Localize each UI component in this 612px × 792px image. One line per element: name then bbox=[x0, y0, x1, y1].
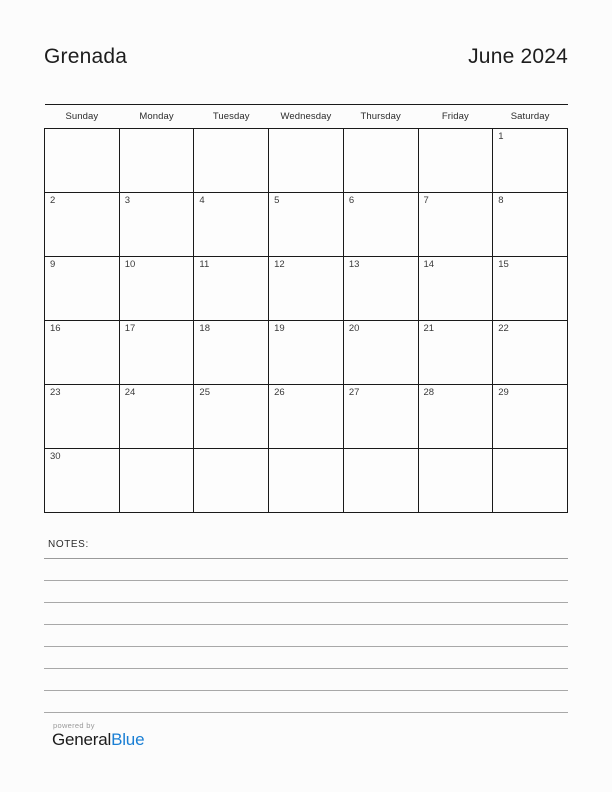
note-line[interactable] bbox=[44, 669, 568, 691]
day-number: 9 bbox=[50, 259, 56, 270]
notes-section bbox=[44, 539, 568, 713]
day-number: 16 bbox=[50, 323, 61, 334]
day-number: 4 bbox=[199, 195, 205, 206]
notes-label: NOTES: bbox=[48, 539, 89, 550]
note-line[interactable] bbox=[44, 647, 568, 669]
note-line[interactable] bbox=[44, 691, 568, 713]
calendar-day-cell[interactable] bbox=[119, 321, 194, 385]
calendar-week-row bbox=[45, 257, 568, 321]
weekday-header-tuesday: Tuesday bbox=[194, 105, 269, 129]
calendar-day-cell-empty[interactable] bbox=[343, 449, 418, 513]
calendar-day-cell[interactable] bbox=[343, 321, 418, 385]
calendar-day-cell[interactable] bbox=[343, 257, 418, 321]
notes-lines bbox=[44, 554, 568, 713]
calendar-week-row bbox=[45, 321, 568, 385]
day-number: 30 bbox=[50, 451, 61, 462]
calendar-grid bbox=[44, 104, 568, 513]
calendar-day-cell[interactable] bbox=[119, 385, 194, 449]
calendar-day-cell-empty[interactable] bbox=[119, 449, 194, 513]
day-number: 6 bbox=[348, 195, 355, 206]
day-number: 26 bbox=[274, 387, 285, 398]
calendar-day-cell-empty[interactable] bbox=[418, 449, 493, 513]
country-title: Grenada bbox=[44, 45, 128, 68]
calendar-day-cell-empty[interactable] bbox=[418, 129, 493, 193]
calendar-day-cell-empty[interactable] bbox=[194, 449, 269, 513]
day-number: 29 bbox=[498, 387, 509, 398]
calendar-day-cell[interactable] bbox=[269, 385, 344, 449]
day-number: 13 bbox=[348, 259, 360, 270]
calendar-day-cell-empty[interactable] bbox=[119, 129, 194, 193]
calendar-day-cell-empty[interactable] bbox=[269, 449, 344, 513]
powered-by-label: powered by bbox=[53, 721, 95, 731]
calendar-day-cell[interactable] bbox=[45, 449, 120, 513]
day-number: 12 bbox=[274, 259, 285, 270]
note-line[interactable] bbox=[44, 581, 568, 603]
calendar-day-cell[interactable] bbox=[194, 385, 269, 449]
day-number: 21 bbox=[423, 323, 435, 334]
weekday-header-sunday: Sunday bbox=[45, 105, 120, 129]
calendar-day-cell[interactable] bbox=[269, 257, 344, 321]
day-number: 23 bbox=[50, 387, 61, 398]
note-line[interactable] bbox=[44, 625, 568, 647]
day-number: 1 bbox=[498, 131, 504, 142]
calendar-day-cell[interactable] bbox=[119, 257, 194, 321]
note-line[interactable] bbox=[44, 603, 568, 625]
calendar-day-cell[interactable] bbox=[119, 193, 194, 257]
page-header bbox=[44, 0, 568, 92]
calendar-week-row bbox=[45, 129, 568, 193]
weekday-header-thursday: Thursday bbox=[343, 105, 418, 129]
calendar-day-cell[interactable] bbox=[493, 257, 568, 321]
day-number: 18 bbox=[199, 323, 210, 334]
weekday-header-wednesday: Wednesday bbox=[269, 105, 344, 129]
day-number: 3 bbox=[124, 195, 130, 206]
weekday-header-saturday: Saturday bbox=[493, 105, 568, 129]
calendar-day-cell[interactable] bbox=[493, 385, 568, 449]
day-number: 2 bbox=[50, 195, 56, 206]
day-number: 25 bbox=[199, 387, 210, 398]
calendar-day-cell[interactable] bbox=[194, 257, 269, 321]
calendar-day-cell[interactable] bbox=[418, 257, 493, 321]
day-number: 20 bbox=[348, 323, 360, 334]
calendar-day-cell[interactable] bbox=[493, 129, 568, 193]
calendar-week-row bbox=[45, 449, 568, 513]
calendar-week-row bbox=[45, 193, 568, 257]
calendar-day-cell[interactable] bbox=[418, 385, 493, 449]
calendar-day-cell[interactable] bbox=[493, 193, 568, 257]
calendar-day-cell[interactable] bbox=[343, 385, 418, 449]
day-number: 17 bbox=[124, 323, 136, 334]
calendar-day-cell[interactable] bbox=[45, 321, 120, 385]
calendar-day-cell[interactable] bbox=[45, 385, 120, 449]
calendar-day-cell[interactable] bbox=[493, 321, 568, 385]
day-number: 11 bbox=[199, 259, 210, 270]
calendar-day-cell[interactable] bbox=[45, 193, 120, 257]
day-number: 24 bbox=[124, 387, 136, 398]
calendar-week-row bbox=[45, 385, 568, 449]
day-number: 22 bbox=[498, 323, 509, 334]
day-number: 5 bbox=[274, 195, 280, 206]
calendar-day-cell[interactable] bbox=[194, 321, 269, 385]
calendar-day-cell[interactable] bbox=[343, 193, 418, 257]
brand-logo bbox=[52, 730, 144, 750]
day-number: 7 bbox=[423, 195, 429, 206]
calendar-day-cell[interactable] bbox=[269, 321, 344, 385]
day-number: 15 bbox=[498, 259, 509, 270]
weekday-header-row bbox=[45, 105, 568, 129]
day-number: 28 bbox=[423, 387, 435, 398]
calendar-day-cell[interactable] bbox=[269, 193, 344, 257]
day-number: 19 bbox=[274, 323, 285, 334]
calendar-body bbox=[45, 129, 568, 513]
calendar-day-cell[interactable] bbox=[45, 257, 120, 321]
day-number: 10 bbox=[124, 259, 136, 270]
footer-branding bbox=[52, 721, 144, 750]
calendar-day-cell-empty[interactable] bbox=[269, 129, 344, 193]
note-line[interactable] bbox=[44, 559, 568, 581]
calendar-day-cell-empty[interactable] bbox=[343, 129, 418, 193]
calendar-day-cell[interactable] bbox=[194, 193, 269, 257]
day-number: 8 bbox=[498, 195, 504, 206]
month-year-title: June 2024 bbox=[468, 45, 568, 68]
calendar-day-cell-empty[interactable] bbox=[493, 449, 568, 513]
day-number: 27 bbox=[348, 387, 360, 398]
calendar-day-cell[interactable] bbox=[418, 321, 493, 385]
brand-name-blue: Blue bbox=[111, 730, 145, 750]
calendar-day-cell-empty[interactable] bbox=[194, 129, 269, 193]
weekday-header-friday: Friday bbox=[418, 105, 493, 129]
day-number: 14 bbox=[423, 259, 435, 270]
brand-name-general: General bbox=[52, 730, 112, 750]
calendar-day-cell-empty[interactable] bbox=[45, 129, 120, 193]
calendar-day-cell[interactable] bbox=[418, 193, 493, 257]
weekday-header-monday: Monday bbox=[119, 105, 194, 129]
